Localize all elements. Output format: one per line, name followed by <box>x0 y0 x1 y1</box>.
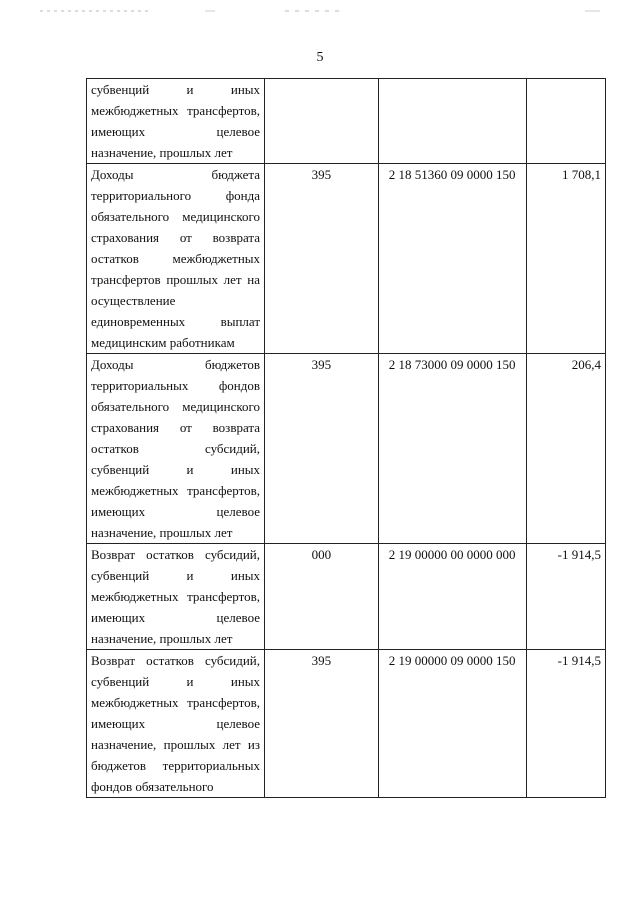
row-name-line: Доходы бюджетов <box>91 357 261 372</box>
row-name-line: Возврат остатков субсидий, <box>91 653 261 668</box>
row-budget-classification-code: 2 19 00000 00 0000 000 <box>378 544 526 650</box>
row-name-line: назначение, прошлых лет <box>91 145 233 160</box>
row-sum: -1 914,5 <box>526 650 605 798</box>
table-row <box>87 354 606 544</box>
row-name-line: фондов обязательного <box>91 779 214 794</box>
row-sum: 206,4 <box>526 354 605 544</box>
row-admin-code: 395 <box>265 650 379 798</box>
row-name-line: имеющих целевое <box>91 124 261 139</box>
row-name-line: единовременных выплат <box>91 314 261 329</box>
row-name-cell <box>87 354 265 544</box>
budget-table <box>86 78 606 798</box>
row-name-line: назначение, прошлых лет <box>91 631 233 646</box>
row-name-line: остатков межбюджетных <box>91 251 261 266</box>
page-number: 5 <box>316 50 324 65</box>
row-admin-code: 000 <box>265 544 379 650</box>
row-name-line: субвенций и иных <box>91 82 261 97</box>
budget-table-body <box>87 79 606 798</box>
table-row <box>87 79 606 164</box>
row-admin-code: 395 <box>265 164 379 354</box>
row-name-line: субвенций и иных <box>91 568 261 583</box>
row-name-line: межбюджетных трансфертов, <box>91 483 261 498</box>
row-budget-classification-code: 2 18 51360 09 0000 150 <box>378 164 526 354</box>
row-name-cell <box>87 544 265 650</box>
row-admin-code: 395 <box>265 354 379 544</box>
row-sum: -1 914,5 <box>526 544 605 650</box>
row-name-line: страхования от возврата <box>91 230 261 245</box>
row-name-line: субвенций и иных <box>91 462 261 477</box>
row-name-line: межбюджетных трансфертов, <box>91 695 261 710</box>
row-name-line: назначение, прошлых лет из <box>91 737 261 752</box>
row-name-cell <box>87 164 265 354</box>
row-name-line: межбюджетных трансфертов, <box>91 589 261 604</box>
row-name-line: субвенций и иных <box>91 674 261 689</box>
row-name-line: страхования от возврата <box>91 420 261 435</box>
row-sum: 1 708,1 <box>526 164 605 354</box>
scan-artifact-marks <box>0 8 640 14</box>
table-row <box>87 650 606 798</box>
row-name-line: обязательного медицинского <box>91 209 261 224</box>
row-sum <box>526 79 605 164</box>
row-name-cell <box>87 650 265 798</box>
row-name-line: территориальных фондов <box>91 378 261 393</box>
row-admin-code <box>265 79 379 164</box>
row-name-line: трансфертов прошлых лет на <box>91 272 261 287</box>
row-name-line: медицинским работникам <box>91 335 235 350</box>
row-name-cell <box>87 79 265 164</box>
row-name-line: имеющих целевое <box>91 716 261 731</box>
table-row <box>87 544 606 650</box>
row-budget-classification-code: 2 19 00000 09 0000 150 <box>378 650 526 798</box>
row-name-line: Доходы бюджета <box>91 167 261 182</box>
row-name-line: имеющих целевое <box>91 504 261 519</box>
row-name-line: межбюджетных трансфертов, <box>91 103 261 118</box>
row-name-line: территориального фонда <box>91 188 261 203</box>
row-name-line: осуществление <box>91 293 176 308</box>
row-budget-classification-code: 2 18 73000 09 0000 150 <box>378 354 526 544</box>
row-budget-classification-code <box>378 79 526 164</box>
row-name-line: бюджетов территориальных <box>91 758 261 773</box>
row-name-line: Возврат остатков субсидий, <box>91 547 261 562</box>
row-name-line: остатков субсидий, <box>91 441 261 456</box>
table-row <box>87 164 606 354</box>
row-name-line: обязательного медицинского <box>91 399 261 414</box>
row-name-line: назначение, прошлых лет <box>91 525 233 540</box>
row-name-line: имеющих целевое <box>91 610 261 625</box>
